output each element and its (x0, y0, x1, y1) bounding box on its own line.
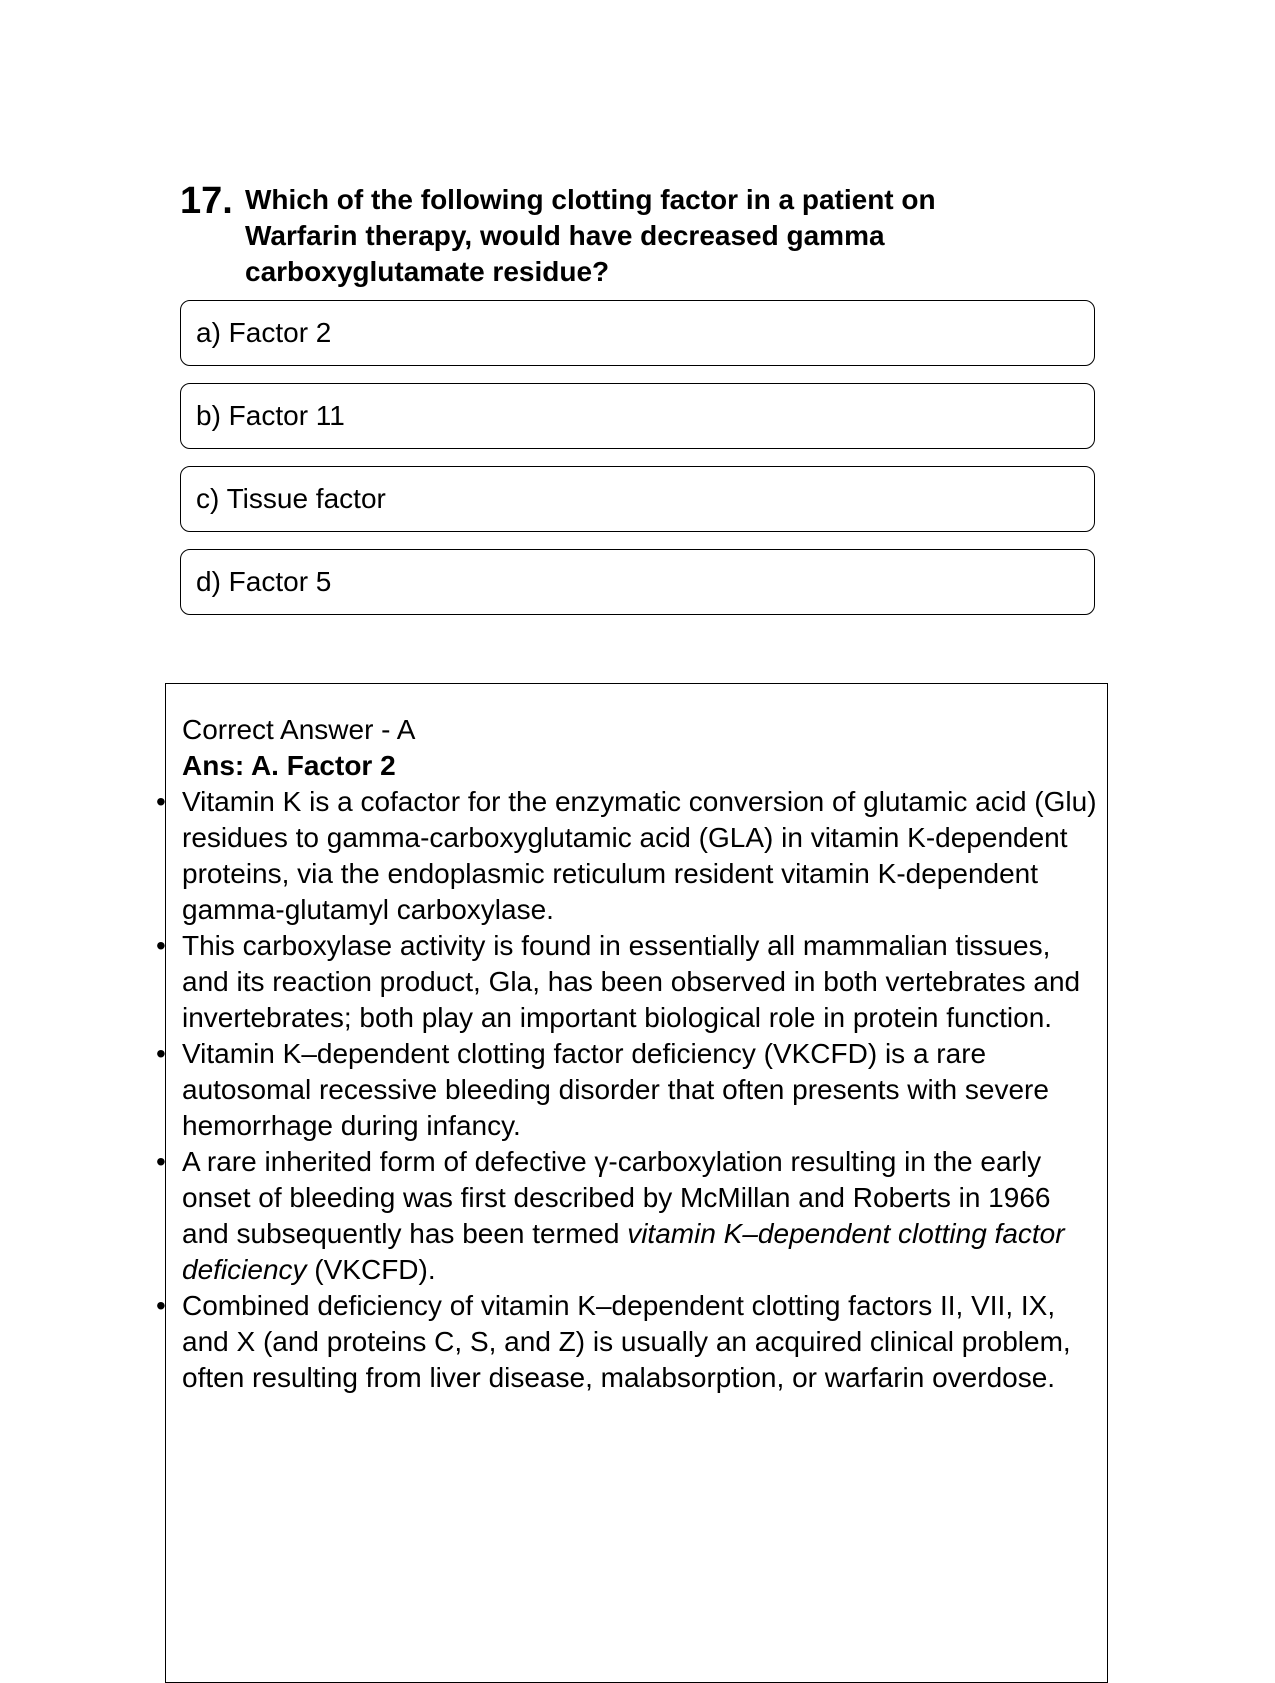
option-b[interactable] (180, 383, 1095, 449)
explanation-text-end: (VKCFD). (306, 1254, 436, 1285)
bullet-icon: • (156, 1290, 166, 1321)
bullet-icon: • (156, 930, 166, 961)
question-number: 17. (180, 180, 233, 222)
bullet-icon: • (156, 1146, 166, 1177)
option-d[interactable] (180, 549, 1095, 615)
option-a-label: a) Factor 2 (196, 317, 332, 348)
explanation-text: This carboxylase activity is found in essentially all mammalian tissues, and its reaction product, Gla, has been observed in both vertebrates and invertebrates; both play an important biological role in protein function. (182, 930, 1081, 1033)
explanation-text: Vitamin K–dependent clotting factor deficiency (VKCFD) is a rare autosomal recessive bleeding disorder that often presents with severe hemorrhage during infancy. (182, 1038, 1049, 1141)
option-b-label: b) Factor 11 (196, 400, 345, 431)
correct-answer-line: Correct Answer - A (182, 714, 416, 745)
option-a[interactable] (180, 300, 1095, 366)
bullet-icon: • (156, 786, 166, 817)
bullet-icon: • (156, 1038, 166, 1069)
explanation-point (156, 928, 1102, 1036)
answer-heading: Ans: A. Factor 2 (182, 750, 396, 781)
explanation-text-start: A rare inherited form of defective γ-carboxylation resulting in the early onset of bleeding was first described by McMillan and Roberts in 1966 and subsequently has been termed (182, 1146, 1051, 1249)
answer-content (156, 712, 1102, 1396)
explanation-italic-term: vitamin K–dependent clotting factor deficiency (182, 1218, 1065, 1285)
explanation-point (156, 1288, 1102, 1396)
explanation-point (156, 1036, 1102, 1144)
explanation-point (156, 784, 1102, 928)
explanation-list (156, 784, 1102, 1396)
explanation-text: Combined deficiency of vitamin K–dependent clotting factors II, VII, IX, and X (and proteins C, S, and Z) is usually an acquired clinical problem, often resulting from liver disease, malabsorption, or warfarin overdose. (182, 1290, 1071, 1393)
option-c-label: c) Tissue factor (196, 483, 386, 514)
question-text: Which of the following clotting factor in a patient on Warfarin therapy, would have decreased gamma carboxyglutamate residue? (245, 184, 936, 287)
explanation-text: Vitamin K is a cofactor for the enzymatic conversion of glutamic acid (Glu) residues to gamma-carboxyglutamic acid (GLA) in vitamin K-dependent proteins, via the endoplasmic reticulum resident vitamin K-dependent gamma-glutamyl carboxylase. (182, 786, 1097, 925)
option-c[interactable] (180, 466, 1095, 532)
explanation-point (156, 1144, 1102, 1288)
option-d-label: d) Factor 5 (196, 566, 332, 597)
